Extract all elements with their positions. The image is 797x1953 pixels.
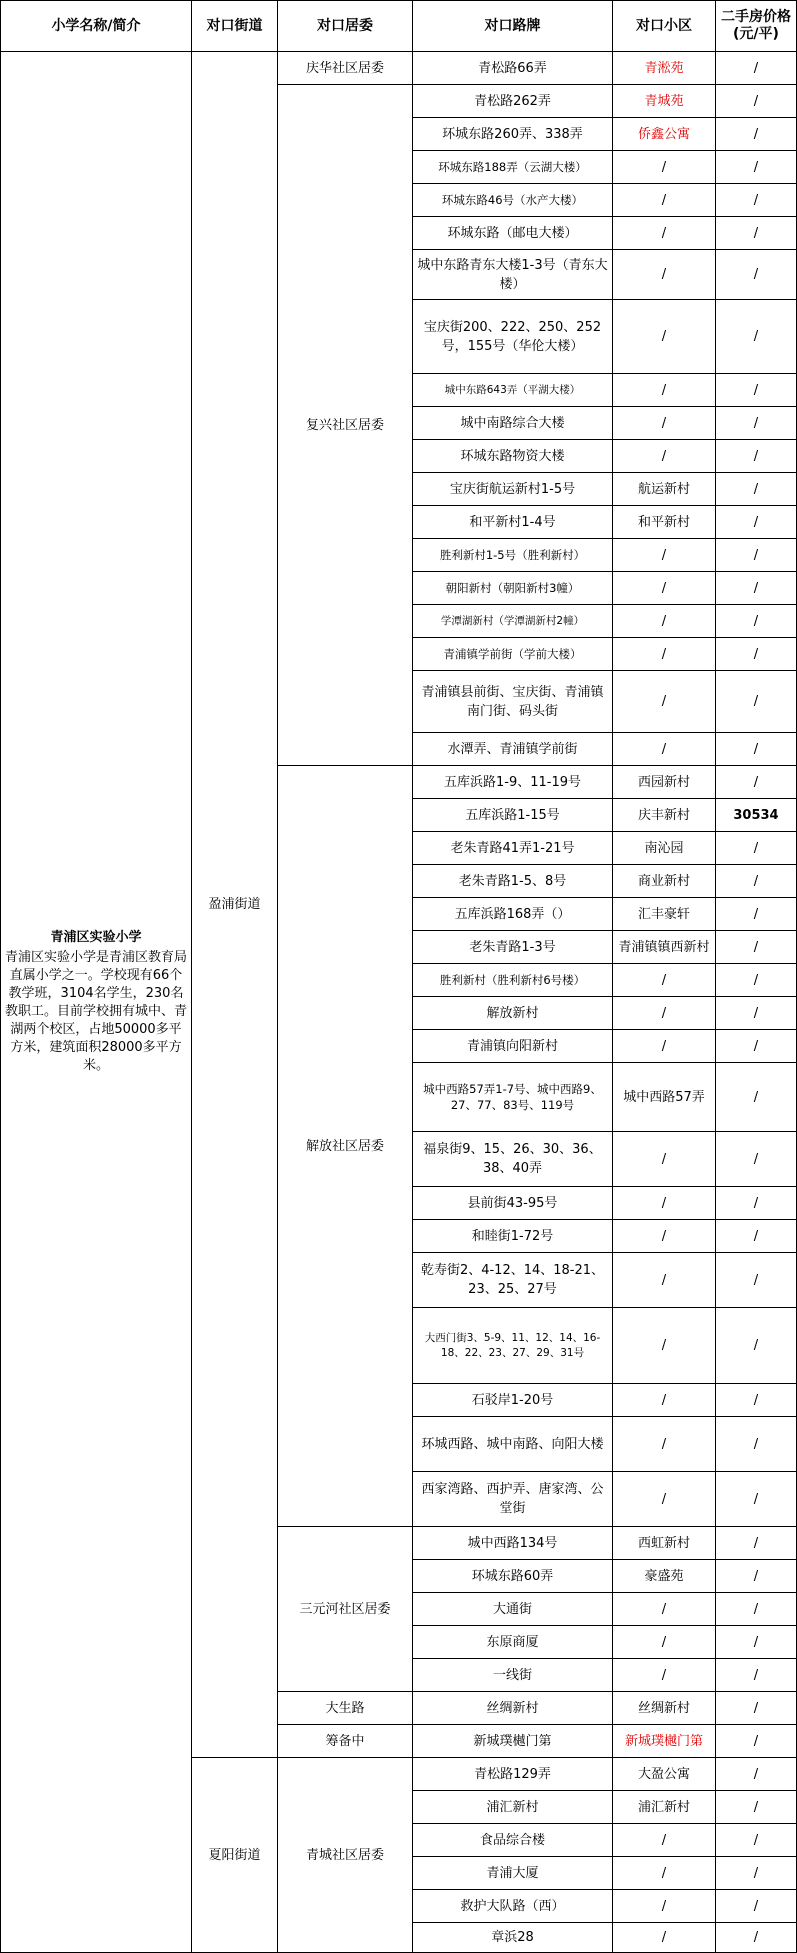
community-cell: 商业新村 [613, 865, 716, 898]
road-cell: 城中东路643弄（平湖大楼） [413, 374, 613, 407]
community-cell: / [613, 997, 716, 1030]
price-cell: / [716, 374, 797, 407]
community-cell: / [613, 964, 716, 997]
road-cell: 环城东路188弄（云湖大楼） [413, 151, 613, 184]
community-cell: 侨鑫公寓 [613, 118, 716, 151]
community-cell: / [613, 1220, 716, 1253]
road-cell: 乾寿街2、4-12、14、18-21、23、25、27号 [413, 1253, 613, 1308]
header-row [1, 1, 797, 52]
road-cell: 青松路129弄 [413, 1758, 613, 1791]
road-cell: 环城东路260弄、338弄 [413, 118, 613, 151]
school-intro: 青浦区实验小学是青浦区教育局直属小学之一。学校现有66个教学班，3104名学生，230名教职工。目前学校拥有城中、青湖两个校区，占地50000多平方米，建筑面积28000多平方米。 [5, 950, 188, 1073]
community-cell: / [613, 1593, 716, 1626]
road-cell: 胜利新村（胜利新村6号楼） [413, 964, 613, 997]
road-cell: 宝庆街航运新村1-5号 [413, 473, 613, 506]
community-cell: / [613, 572, 716, 605]
road-cell: 朝阳新村（朝阳新村3幢） [413, 572, 613, 605]
header-road: 对口路牌 [413, 1, 613, 52]
road-cell: 宝庆街200、222、250、252号，155号（华伦大楼） [413, 300, 613, 374]
price-cell: / [716, 964, 797, 997]
community-cell: 大盈公寓 [613, 1758, 716, 1791]
road-cell: 石驳岸1-20号 [413, 1384, 613, 1417]
road-cell: 五库浜路1-15号 [413, 799, 613, 832]
community-cell: 丝绸新村 [613, 1692, 716, 1725]
community-cell: / [613, 1132, 716, 1187]
road-cell: 老朱青路1-5、8号 [413, 865, 613, 898]
price-cell: / [716, 997, 797, 1030]
community-cell: 青淞苑 [613, 52, 716, 85]
community-cell: 浦汇新村 [613, 1791, 716, 1824]
road-cell: 丝绸新村 [413, 1692, 613, 1725]
road-cell: 五库浜路168弄（） [413, 898, 613, 931]
community-cell: / [613, 539, 716, 572]
price-cell: / [716, 85, 797, 118]
community-cell: / [613, 1417, 716, 1472]
road-cell: 胜利新村1-5号（胜利新村） [413, 539, 613, 572]
road-cell: 城中东路青东大楼1-3号（青东大楼） [413, 250, 613, 300]
community-cell: / [613, 1308, 716, 1384]
road-cell: 救护大队路（西） [413, 1890, 613, 1923]
community-cell: 西园新村 [613, 766, 716, 799]
price-cell: / [716, 1758, 797, 1791]
committee-cell: 青城社区居委 [278, 1758, 413, 1953]
community-cell: / [613, 151, 716, 184]
road-cell: 和平新村1-4号 [413, 506, 613, 539]
price-cell: / [716, 1725, 797, 1758]
price-cell: / [716, 1220, 797, 1253]
road-cell: 老朱青路1-3号 [413, 931, 613, 964]
committee-cell: 解放社区居委 [278, 766, 413, 1527]
road-cell: 青松路262弄 [413, 85, 613, 118]
road-cell: 环城东路（邮电大楼） [413, 217, 613, 250]
community-cell: 城中西路57弄 [613, 1063, 716, 1132]
road-cell: 一线街 [413, 1659, 613, 1692]
road-cell: 老朱青路41弄1-21号 [413, 832, 613, 865]
price-cell: 30534 [716, 799, 797, 832]
price-cell: / [716, 151, 797, 184]
committee-cell: 复兴社区居委 [278, 85, 413, 766]
price-cell: / [716, 1308, 797, 1384]
price-cell: / [716, 1626, 797, 1659]
community-cell: / [613, 605, 716, 638]
header-price: 二手房价格(元/平) [716, 1, 797, 52]
community-cell: 南沁园 [613, 832, 716, 865]
community-cell: / [613, 1626, 716, 1659]
road-cell: 青浦镇向阳新村 [413, 1030, 613, 1063]
price-cell: / [716, 638, 797, 671]
table-row [1, 52, 797, 85]
community-cell: 新城璞樾门第 [613, 1725, 716, 1758]
road-cell: 青浦镇学前街（学前大楼） [413, 638, 613, 671]
price-cell: / [716, 1824, 797, 1857]
price-cell: / [716, 539, 797, 572]
road-cell: 五库浜路1-9、11-19号 [413, 766, 613, 799]
community-cell: 青浦镇镇西新村 [613, 931, 716, 964]
community-cell: / [613, 250, 716, 300]
price-cell: / [716, 1472, 797, 1527]
road-cell: 食品综合楼 [413, 1824, 613, 1857]
community-cell: 汇丰豪轩 [613, 898, 716, 931]
price-cell: / [716, 1593, 797, 1626]
community-cell: 航运新村 [613, 473, 716, 506]
header-school: 小学名称/简介 [1, 1, 192, 52]
price-cell: / [716, 506, 797, 539]
road-cell: 解放新村 [413, 997, 613, 1030]
school-cell [1, 52, 192, 1953]
price-cell: / [716, 1527, 797, 1560]
community-cell: 豪盛苑 [613, 1560, 716, 1593]
committee-cell: 大生路 [278, 1692, 413, 1725]
street-cell: 盈浦街道 [192, 52, 278, 1758]
road-cell: 西家湾路、西护弄、唐家湾、公堂街 [413, 1472, 613, 1527]
price-cell: / [716, 217, 797, 250]
price-cell: / [716, 572, 797, 605]
price-cell: / [716, 250, 797, 300]
road-cell: 新城璞樾门第 [413, 1725, 613, 1758]
community-cell: / [613, 1187, 716, 1220]
price-cell: / [716, 605, 797, 638]
road-cell: 水潭弄、青浦镇学前街 [413, 733, 613, 766]
road-cell: 东原商厦 [413, 1626, 613, 1659]
road-cell: 环城西路、城中南路、向阳大楼 [413, 1417, 613, 1472]
price-cell: / [716, 1187, 797, 1220]
price-cell: / [716, 440, 797, 473]
price-cell: / [716, 1132, 797, 1187]
community-cell: / [613, 184, 716, 217]
road-cell: 环城东路60弄 [413, 1560, 613, 1593]
price-cell: / [716, 473, 797, 506]
price-cell: / [716, 52, 797, 85]
road-cell: 城中西路57弄1-7号、城中西路9、27、77、83号、119号 [413, 1063, 613, 1132]
price-cell: / [716, 1890, 797, 1923]
community-cell: / [613, 1659, 716, 1692]
header-committee: 对口居委 [278, 1, 413, 52]
road-cell: 章浜28 [413, 1923, 613, 1953]
price-cell: / [716, 832, 797, 865]
price-cell: / [716, 300, 797, 374]
price-cell: / [716, 118, 797, 151]
price-cell: / [716, 1417, 797, 1472]
road-cell: 大西门街3、5-9、11、12、14、16-18、22、23、27、29、31号 [413, 1308, 613, 1384]
community-cell: / [613, 440, 716, 473]
price-cell: / [716, 733, 797, 766]
community-cell: 西虹新村 [613, 1527, 716, 1560]
community-cell: / [613, 374, 716, 407]
school-name: 青浦区实验小学 [50, 930, 142, 945]
community-cell: / [613, 1472, 716, 1527]
community-cell: 和平新村 [613, 506, 716, 539]
price-cell: / [716, 1063, 797, 1132]
road-cell: 县前街43-95号 [413, 1187, 613, 1220]
price-cell: / [716, 407, 797, 440]
header-street: 对口街道 [192, 1, 278, 52]
community-cell: / [613, 217, 716, 250]
road-cell: 青松路66弄 [413, 52, 613, 85]
road-cell: 城中南路综合大楼 [413, 407, 613, 440]
price-cell: / [716, 1384, 797, 1417]
road-cell: 环城东路物资大楼 [413, 440, 613, 473]
price-cell: / [716, 1030, 797, 1063]
community-cell: 庆丰新村 [613, 799, 716, 832]
price-cell: / [716, 1692, 797, 1725]
community-cell: / [613, 1030, 716, 1063]
price-cell: / [716, 865, 797, 898]
street-cell: 夏阳街道 [192, 1758, 278, 1953]
price-cell: / [716, 1923, 797, 1953]
road-cell: 大通街 [413, 1593, 613, 1626]
road-cell: 青浦大厦 [413, 1857, 613, 1890]
community-cell: / [613, 1890, 716, 1923]
community-cell: / [613, 1253, 716, 1308]
price-cell: / [716, 671, 797, 733]
price-cell: / [716, 1791, 797, 1824]
price-cell: / [716, 931, 797, 964]
road-cell: 城中西路134号 [413, 1527, 613, 1560]
community-cell: / [613, 407, 716, 440]
price-cell: / [716, 1857, 797, 1890]
road-cell: 浦汇新村 [413, 1791, 613, 1824]
road-cell: 和睦街1-72号 [413, 1220, 613, 1253]
committee-cell: 筹备中 [278, 1725, 413, 1758]
community-cell: / [613, 300, 716, 374]
community-cell: / [613, 1824, 716, 1857]
header-community: 对口小区 [613, 1, 716, 52]
community-cell: 青城苑 [613, 85, 716, 118]
road-cell: 学潭湖新村（学潭湖新村2幢） [413, 605, 613, 638]
community-cell: / [613, 1384, 716, 1417]
price-cell: / [716, 898, 797, 931]
price-cell: / [716, 766, 797, 799]
committee-cell: 三元河社区居委 [278, 1527, 413, 1692]
price-cell: / [716, 1659, 797, 1692]
road-cell: 青浦镇县前街、宝庆街、青浦镇南门街、码头街 [413, 671, 613, 733]
community-cell: / [613, 1923, 716, 1953]
community-cell: / [613, 671, 716, 733]
road-cell: 福泉街9、15、26、30、36、38、40弄 [413, 1132, 613, 1187]
road-cell: 环城东路46号（水产大楼） [413, 184, 613, 217]
price-cell: / [716, 1560, 797, 1593]
community-cell: / [613, 733, 716, 766]
price-cell: / [716, 1253, 797, 1308]
community-cell: / [613, 638, 716, 671]
community-cell: / [613, 1857, 716, 1890]
committee-cell: 庆华社区居委 [278, 52, 413, 85]
price-cell: / [716, 184, 797, 217]
